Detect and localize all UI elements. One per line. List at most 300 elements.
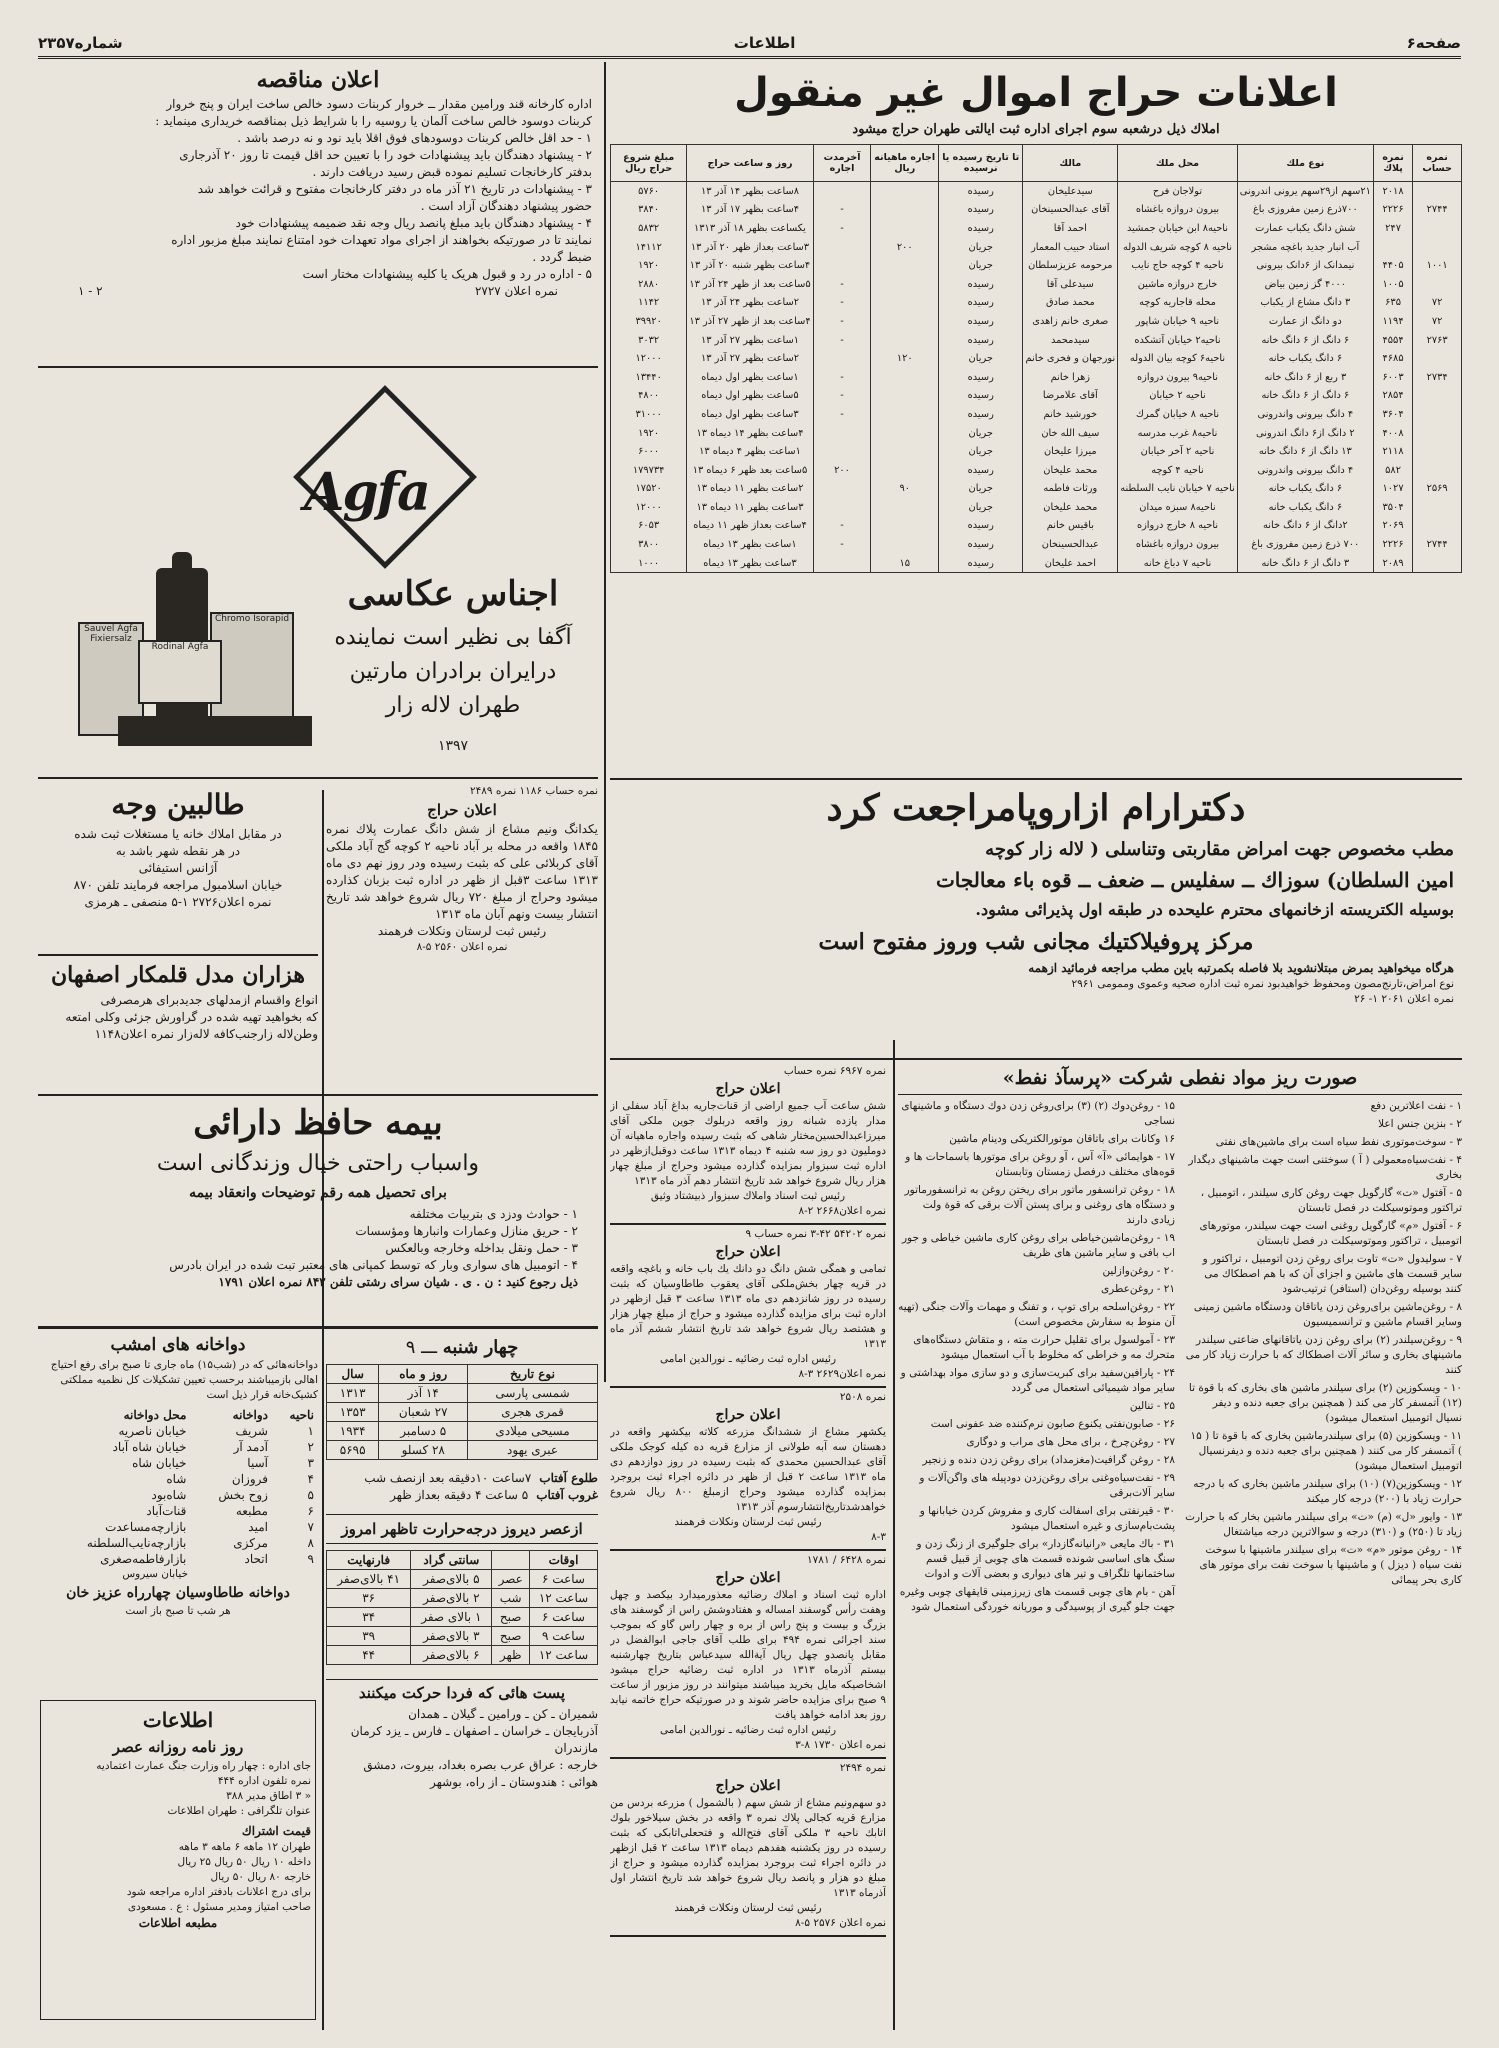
date-cell: ۵ دسامبر [379, 1422, 468, 1441]
auction-header-cell: محل ملك [1118, 145, 1238, 182]
auction-cell: ۲ساعت بظهر ۱۱ دیماه ۱۳ [687, 480, 813, 499]
auction-cell: ورثات فاطمه [1023, 480, 1118, 499]
pharmacy-header-cell: دواخانه [232, 1408, 268, 1422]
auction-cell: سیدعلی آقا [1023, 275, 1118, 294]
auction-cell: ۶ دانگ از ۶ دانگ خانه [1237, 331, 1373, 350]
auction-cell: ۴۶۸۵ [1373, 349, 1412, 368]
auction-cell [871, 182, 939, 201]
oil-item: ۲۱ - روغن‌عطری [1100, 1283, 1175, 1295]
auction-cell: ۲ساعت بظهر ۲۴ آذر ۱۳ [687, 294, 813, 313]
insurance-item: ۴ - اتومبیل های سواری وبار که توسط کمپانی های معتبر تبت شده در ایران بادرس [169, 1258, 578, 1272]
temperature-cell: ساعت ۶ [530, 1608, 598, 1627]
auction-cell: ۳ دانگ از ۶ دانگ خانه [1237, 554, 1373, 573]
pharmacy-row [38, 1439, 318, 1455]
post-line: هوائی : هندوستان ـ از راه، بوشهر [430, 1775, 598, 1789]
pharmacy-row [38, 1471, 318, 1487]
temperature-cell: عصر [492, 1570, 530, 1589]
date-cell: مسیحی میلادی [468, 1422, 598, 1441]
post-lines [326, 1706, 598, 1791]
notice-sign: رئیس ثبت لرستان ونکلات فرهمند [674, 1516, 822, 1528]
date-table [326, 1364, 598, 1460]
auction-cell: رسیده [939, 275, 1023, 294]
temperature-header-cell: اوقات [530, 1551, 598, 1570]
auction-cell: - [813, 331, 871, 350]
pharmacy-cell: ۷ [307, 1520, 314, 1534]
tender-line: ۲ - پیشنهاد دهندگان باید پیشنهادات خود را با تعیین حد اقل قیمت تا روز ۲۰ آذرجاری [179, 148, 592, 162]
notice-sign: رئیس اداره ثبت رضائیه ـ نورالدین امامی [659, 1724, 837, 1736]
auction-cell: ناحیه۶ کوچه بیان الدوله [1118, 349, 1238, 368]
notice-ref: نمره اعلان ۱۷۳۰ ۸-۳ [795, 1739, 886, 1751]
auction-cell: ۳۰۳۲ [611, 331, 687, 350]
insurance-subtitle: واسباب راحتی خیال وزندگانی است [156, 1151, 480, 1176]
auction-cell [1413, 349, 1462, 368]
auction-cell: - [813, 294, 871, 313]
temperature-cell: ساعت ۹ [530, 1627, 598, 1646]
agfa-headline: اجناس عکاسی [347, 574, 559, 614]
oil-item: ۲۳ - آمولسول برای تقلیل حرارت مته ، و متقاش دستگاه‌های متحرك مه و خراطی که مخلوط با آب استعمال میشود [913, 1334, 1175, 1361]
auction-title: اعلانات حراج اموال غیر منقول [734, 70, 1338, 116]
auction-cell [871, 424, 939, 443]
auction-cell: رسیده [939, 405, 1023, 424]
notice-number: نمره ۲۵۰۸ [839, 1391, 886, 1403]
auction-cell: ۲۱سهم از۲۹سهم یرونی اندرونی [1237, 182, 1373, 201]
notice-text: شش ساعت آب جمیع اراضی از قنات‌جاریه بداغ آباد سفلی از مدار یازده شبانه روز واقعه دربلوك جوین ملکی آقای میرزاعبدالحسین‌مختار شاهی که بثبت رسیده واجاره ماهیانه آن دوملیون دو روز سه شنبه ۴ دیماه ۱۳۱۳ ساعت دوقبل‌ازظهر در اداره ثبت سبزوار بمزایده گذارده میشود وحراج از مبلغ چهار هزار ریال شروع خواهد شد تاریخ انتشار دهم آذر ماه ۱۳۱۳ [610, 1100, 886, 1187]
oil-item: ۳ - سوخت‌موتوری نفط سیاه است برای ماشین‌های نفتی [1215, 1136, 1462, 1148]
ettelaat-subtitle: روز نامه روزانه عصر [112, 1738, 244, 1756]
date-header-cell: سال [327, 1365, 379, 1384]
auction-cell: ۴ساعت بعداز ظهر ۱۱ دیماه [687, 517, 813, 536]
temperature-cell: ۴۴ [327, 1646, 411, 1665]
mid-auction-title: اعلان حراج [427, 801, 497, 819]
auction-row [611, 201, 1462, 220]
talebin-ad [38, 784, 318, 956]
auction-row [611, 517, 1462, 536]
pharmacies-intro: دواخانه‌هائی که در (شب۱۵) ماه جاری تا صبح برای رفع احتیاج اهالی بازمیباشند برحسب تعیین تشکیلات کل نظمیه مملکتی کشیک‌خانه قرار ذیل است [50, 1359, 318, 1401]
tender-line: حضور پیشنهاد دهندگان آزاد است . [420, 199, 592, 213]
oil-item: ۱۷ - هوایمائی «آ» آس ، آو روغن برای موتورها باسماحات ها و قوه‌های مختلف درفصل زمستان وتابستان [905, 1151, 1175, 1178]
auction-cell: ۲۰۶۹ [1373, 517, 1412, 536]
column-divider [604, 62, 606, 1382]
auction-cell: جریان [939, 424, 1023, 443]
tender-title: اعلان مناقصه [256, 67, 380, 93]
doctor-ad [610, 778, 1462, 1060]
pharmacies-extra: خیابان سیروس [122, 1568, 188, 1580]
pharmacy-row [38, 1535, 318, 1551]
auction-cell: رسیده [939, 201, 1023, 220]
notice-title: اعلان حراج [715, 1244, 781, 1260]
masthead [38, 30, 1461, 59]
auction-row [611, 387, 1462, 406]
auction-cell [871, 312, 939, 331]
sunset-value: ۵ ساعت ۴ دقیقه بعداز ظهر [390, 1488, 529, 1502]
auction-row [611, 535, 1462, 554]
auction-cell: - [813, 219, 871, 238]
auction-cell: ۱ساعت بظهر اول دیماه [687, 368, 813, 387]
oil-item: ۱۵ - روغن‌دوك (۲) (۳) برای‌روغن زدن دوك دستگاه و ماشینهای نساجی [901, 1100, 1175, 1127]
oil-item: ۱۰ - ویسکوزین (۲) برای سیلندر ماشین های بخاری که با قوة تا (۱۲) آتمسفر کار می کند ( همچنین برای جعبه دنده و دیفر نسیال اتومبیل استعمال میشود) [1188, 1382, 1462, 1424]
tender-ref: نمره اعلان ۲۷۲۷ [474, 284, 558, 298]
auction-cell [871, 461, 939, 480]
auction-cell: ۱۵ [871, 554, 939, 573]
temperature-row [327, 1646, 598, 1665]
weekday: چهار شنبه [442, 1337, 519, 1358]
pharmacy-header-cell: محل دواخانه [123, 1408, 187, 1422]
auction-header-cell: اجاره ماهیانه ریال [871, 145, 939, 182]
date-row [327, 1441, 598, 1460]
temperature-row [327, 1627, 598, 1646]
agfa-line-4: طهران لاله زار [385, 693, 521, 718]
date-cell: ۱۳۱۳ [327, 1384, 379, 1403]
auction-row [611, 349, 1462, 368]
auction-cell: ۴ دانگ بیرونی واندرونی [1237, 405, 1373, 424]
tender-line: ۵ - اداره در رد و قبول هریک یا کلیه پیشنهادات مختار است [302, 267, 592, 281]
date-cell: ۱۴ آذر [379, 1384, 468, 1403]
auction-cell: ناحیه ۸ خارج دروازه [1118, 517, 1238, 536]
sunrise-value: ۷ساعت ۱۰دقیقه بعد ازنصف شب [364, 1471, 532, 1485]
auction-row [611, 238, 1462, 257]
auction-cell: ۴۰۰۰ گز زمین بیاض [1237, 275, 1373, 294]
auction-header-cell: تا تاریخ رسیده یا نرسیده [939, 145, 1023, 182]
auction-cell: رسیده [939, 387, 1023, 406]
temperature-cell: ۶ بالای‌صفر [411, 1646, 492, 1665]
temperature-cell: ۵ بالای‌صفر [411, 1570, 492, 1589]
pharmacy-cell: امید [248, 1520, 268, 1534]
pharmacy-cell: مرکزی [233, 1536, 268, 1550]
qalamkar-title: هزاران مدل قلمکار اصفهان [51, 962, 305, 988]
auction-row [611, 461, 1462, 480]
auction-cell: ۱۰۰۰ [611, 554, 687, 573]
doctor-line-1: مطب مخصوص جهت امراض مقاربتی وتناسلی ( لاله زار کوچه [985, 839, 1454, 860]
qalamkar-line: وطن‌لاله زار‌جنب‌کافه لاله‌زار نمره اعلان۱۱۴۸ [94, 1027, 318, 1041]
auction-header-cell: مبلغ شروع حراج ریال [611, 145, 687, 182]
tender-line: اداره کارخانه قند ورامین مقدار ــ خروار کربنات دسود خالص ساخت ایران و پنج خروار [166, 97, 592, 111]
auction-cell: ۱۴۱۱۲ [611, 238, 687, 257]
mid-auction-head: نمره حساب ۱۱۸۶ نمره ۲۴۸۹ [470, 785, 598, 797]
auction-cell: ۲۷۴۴ [1413, 535, 1462, 554]
auction-cell: ۱۰۲۷ [1373, 480, 1412, 499]
pharmacy-cell: اتحاد [244, 1552, 268, 1566]
auction-cell [1413, 498, 1462, 517]
temperature-cell: ظهر [492, 1646, 530, 1665]
auction-cell: ۱۷۹۷۳۴ [611, 461, 687, 480]
pharmacy-cell: ۶ [307, 1504, 314, 1518]
temperature-header-cell [492, 1551, 530, 1570]
tender-notice [38, 64, 598, 368]
auction-cell [871, 517, 939, 536]
auction-cell: سیدعلیخان [1023, 182, 1118, 201]
tender-line: بدفتر کارخانجات تسلیم نموده قبض رسید دریافت دارند . [312, 165, 592, 179]
paper-packet [118, 716, 312, 746]
column-divider [322, 790, 324, 2030]
auction-cell: ۳۸۴۰ [611, 201, 687, 220]
qalamkar-body [38, 992, 318, 1043]
auction-row [611, 294, 1462, 313]
doctor-line-3: بوسیله الکتریسته ازخانمهای محترم علیحده در طبقه اول پذیرائی مشود. [975, 900, 1454, 919]
notice-number: نمره ۶۹۶۷ نمره حساب [783, 1065, 886, 1077]
auction-cell: ۲ دانگ از۶ دانگ اندرونی [1237, 424, 1373, 443]
date-cell: ۱۹۳۴ [327, 1422, 379, 1441]
auction-cell: عبدالحسینخان [1023, 535, 1118, 554]
auction-cell: ۹۰ [871, 480, 939, 499]
auction-cell [871, 387, 939, 406]
oil-item: ۲۶ - صابون‌نفتی یکنوع صابون نرم‌کننده ضد عفونی است [930, 1418, 1175, 1430]
auction-cell: ۳۹۹۲۰ [611, 312, 687, 331]
ettelaat-printer: مطبعه اطلاعات [138, 1916, 218, 1930]
auction-cell: احمد آقا [1023, 219, 1118, 238]
talebin-line: خیابان اسلامبول مراجعه فرمایند تلفن ۸۷۰ [73, 878, 283, 892]
auction-cell: ناحیه ۸ خیابان گمرك [1118, 405, 1238, 424]
pharmacy-cell: مطبعه [235, 1504, 268, 1518]
notice-ref: نمره اعلان۲۶۶۸ ۲-۸ [798, 1205, 886, 1217]
oil-item: ۳۰ - قیرنفتی برای اسفالت کاری و مفروش کردن خیابانها و پشت‌بام‌سازی و غیره استعمال میشود [919, 1505, 1175, 1532]
notice-sign: رئیس اداره ثبت رضائیه ـ نورالدین امامی [659, 1353, 837, 1365]
pharmacy-cell: بازار‌فاطمه‌صغری [100, 1552, 187, 1566]
notice-number: نمره ۵۴۲۰۲ ۴۲-۳ نمره حساب ۹ [745, 1228, 886, 1240]
pharmacy-cell: شاه [166, 1472, 187, 1486]
auction-cell: - [813, 368, 871, 387]
pharmacy-row [38, 1455, 318, 1471]
auction-cell: ناحیه ۴ کوچه [1118, 461, 1238, 480]
oil-products [898, 1062, 1462, 2032]
auction-cell [871, 498, 939, 517]
ettelaat-ad-note: برای درج اعلانات بادفتر اداره مراجعه شود [126, 1886, 311, 1898]
auction-cell: استاد حبیب المعمار [1023, 238, 1118, 257]
ettelaat-title: اطلاعات [142, 1708, 214, 1732]
auction-cell [813, 238, 871, 257]
auction-cell: ۵۸۳۲ [611, 219, 687, 238]
notice-text: دو سهم‌ونیم مشاع از شش سهم ( بالشمول ) مزرعه بردس من مزارع قریه کجالی پلاك نمره ۳ واقعه در بخش سیلاخور بلوك اتابك ناحیه ۳ ملکی آقای فتح‌الله و فتحعلی‌اتابکی که بثبت رسیده در روز یکشنبه هفدهم دیماه ۱۳۱۳ ساعت ۲ قبل ازظهر در دائره اجراء ثبت بروجرد بمزایده گذارده میشود و حراج از مبلغ دو هزار و پانصد ریال شروع خواهد شد تاریخ انتشار اول آذرماه ۱۳۱۳ [610, 1797, 886, 1899]
insurance-items [38, 1206, 598, 1274]
calendar-box [326, 1332, 598, 2032]
auction-cell [1413, 405, 1462, 424]
ettelaat-info [45, 1759, 311, 1819]
auction-cell: ۱ساعت بظهر ۴ دیماه ۱۳ [687, 442, 813, 461]
insurance-ad [38, 1098, 598, 1322]
auction-cell: ۴۴۰۵ [1373, 256, 1412, 275]
auction-cell [1413, 517, 1462, 536]
auction-cell: رسیده [939, 554, 1023, 573]
insurance-item: ۲ - حریق منازل وعمارات وانبارها ومؤسسات [355, 1224, 578, 1238]
auction-cell: ۳ساعت بظهر اول دیماه [687, 405, 813, 424]
auction-cell: ۲۲۲۶ [1373, 201, 1412, 220]
mid-auction-notice [326, 784, 598, 1094]
insurance-item: ۳ - حمل ونقل بداخله وخارجه وبالعکس [385, 1241, 578, 1255]
auction-cell: - [813, 201, 871, 220]
pharmacy-cell: خیابان شاه [132, 1456, 187, 1470]
oil-item: ۲۸ - روغن گرافیت(مغزمداد) برای روغن زدن دنده و زنجیر [922, 1454, 1175, 1466]
oil-item: ۱۸ - روغن ترانسفور ماتور برای ریختن روغن به ترانسفورماتور و دستگاه های روغنی و برای پستن آلات برقی که قوة ولت زیادی دارند [904, 1184, 1175, 1226]
talebin-line: در هر نقطه شهر باشد به [115, 844, 241, 858]
date-cell: ۵۶۹۵ [327, 1441, 379, 1460]
auction-notice [610, 1759, 886, 1937]
tender-ref-code: ۲ - ۱ [78, 284, 103, 298]
pharmacy-row [38, 1423, 318, 1439]
pharmacy-row [38, 1487, 318, 1503]
oil-item: ۲۴ - پارافین‌سفید برای کبریت‌سازی و دو سازی مواد بهداشتی و سایر مواد شیمیائی استعمال می گردد [900, 1367, 1175, 1394]
pharmacy-cell: ۸ [307, 1536, 314, 1550]
auction-cell: رسیده [939, 294, 1023, 313]
auction-notice [610, 1062, 886, 1225]
auction-notice [610, 1388, 886, 1551]
auction-cell: زهرا خانم [1023, 368, 1118, 387]
chromo-box: Chromo Isorapid [210, 612, 294, 726]
auction-cell [813, 349, 871, 368]
auction-notice [610, 1551, 886, 1759]
tender-line: ضبط گردد . [532, 250, 592, 264]
date-cell: عبری یهود [468, 1441, 598, 1460]
sunset-label: غروب آفتاب [536, 1488, 598, 1502]
talebin-line: در مقابل املاك خانه یا مستغلات ثبت شده [74, 827, 282, 841]
auction-cell: ناحیه ۷ خیابان نایب السلطنه [1118, 480, 1238, 499]
notice-title: اعلان حراج [715, 1407, 781, 1423]
auction-cell: - [813, 275, 871, 294]
auction-cell: ۲۰۰ [871, 238, 939, 257]
talebin-line: نمره اعلان۲۷۲۶ ۱-۵ منصفی ـ هرمزی [84, 895, 272, 909]
ettelaat-line: جای اداره : چهار راه وزارت جنگ عمارت اعتمادیه [96, 1760, 311, 1772]
auction-cell: محمد علیخان [1023, 461, 1118, 480]
doctor-line-4: مرکز پروفیلاکتیك مجانی شب وروز مفتوح است [818, 929, 1254, 955]
auction-subtitle: املاك ذیل درشعبه سوم اجرای اداره ثبت ایالتی طهران حراج میشود [852, 122, 1220, 137]
auction-cell: ۵۷۶۰ [611, 182, 687, 201]
pharmacy-cell: بازار‌چه‌نایب‌السلطنه [86, 1536, 187, 1550]
auction-cell: محمد صادق [1023, 294, 1118, 313]
oil-item: آهن - بام های چوبی قسمت های زیرزمینی قایقهای چوبی وغیره جهت جلو گیری از پوسیدگی و موریانه خوردگی استعمال شود [899, 1586, 1175, 1613]
auction-cell: ۱ساعت بظهر ۲۷ آذر ۱۳ [687, 331, 813, 350]
auction-cell [871, 275, 939, 294]
talebin-body [38, 826, 318, 911]
auction-cell [1413, 554, 1462, 573]
auction-cell: احمد علیخان [1023, 554, 1118, 573]
auction-cell [871, 219, 939, 238]
date-cell: شمسی پارسی [468, 1384, 598, 1403]
auction-cell [813, 480, 871, 499]
pharmacy-cell: بازار‌چه‌مساعدت [105, 1520, 187, 1534]
pharmacies-footer-title: دواخانه طاطاوسیان چهارراه عزیز خان [66, 1585, 290, 1601]
auction-cell: محمد علیخان [1023, 498, 1118, 517]
pharmacies-title: دواخانه های امشب [110, 1335, 246, 1355]
pharmacy-cell: آدمد آر [233, 1440, 268, 1454]
auction-cell: رسیده [939, 312, 1023, 331]
auction-cell: جریان [939, 442, 1023, 461]
auction-cell [871, 368, 939, 387]
oil-item: ۱۳ - وایور «ل» (م) «ت» برای سیلندر ماشین بخار که با حرارت زیاد تا (۲۵۰) و (۳۱۰) درجه و سوالا‌ترین درجه میاشتغال [1185, 1511, 1462, 1538]
auction-cell [1413, 275, 1462, 294]
oil-item: ۷ - سولیدول «ت» تاوت برای روغن زدن اتومبیل ، تراکتور و سایر قسمت های ماشین و اجزای آن که با هم اصطکاك می کنند بوسیله روغن‌دان (استافر) ترتیب‌شود [1202, 1253, 1462, 1295]
auction-cell: نورجهان و فخری خانم [1023, 349, 1118, 368]
auction-header-cell: نمره حساب [1413, 145, 1462, 182]
auction-cell: ۱۷۵۲۰ [611, 480, 687, 499]
temperature-cell: شب [492, 1589, 530, 1608]
auction-row [611, 331, 1462, 350]
paper-name: اطلاعات [733, 34, 796, 52]
auction-cell [813, 554, 871, 573]
auction-cell: ۱۰۰۵ [1373, 275, 1412, 294]
auction-cell: رسیده [939, 461, 1023, 480]
temperature-header-cell: سانتی گراد [411, 1551, 492, 1570]
rodinal-label: Rodinal Agfa [138, 640, 222, 704]
pharmacy-cell: ۴ [307, 1472, 314, 1486]
tender-line: ۴ - پیشنهاد دهندگان باید مبلغ پانصد ریال وجه نقد ضمیمه پیشنهادات خود [235, 216, 592, 230]
auction-cell: ۲۷۴۴ [1413, 201, 1462, 220]
auction-cell: ۲۸۸۰ [611, 275, 687, 294]
auction-cell: ۱۲۰۰۰ [611, 498, 687, 517]
oil-item: ۵ - آفتول «ت» گارگویل جهت روغن کاری سیلندر ، اتومبیل ، تراکتور وموتوسیکلت در فصل تابستان [1200, 1187, 1462, 1214]
temperature-title: ازعصر دیروز درجه‌حرارت تاظهر امروز [326, 1514, 598, 1544]
pharmacy-row [38, 1519, 318, 1535]
auction-row [611, 368, 1462, 387]
auction-header-cell: نمره پلاك [1373, 145, 1412, 182]
auction-cell [871, 405, 939, 424]
auction-cell [1413, 461, 1462, 480]
post-line: خارجه : عراق عرب بصره بغداد، بیروت، دمشق [363, 1758, 598, 1772]
auction-header-cell: روز و ساعت حراج [687, 145, 813, 182]
doctor-line-5: هرگاه میخواهید بمرض مبتلانشوید بلا فاصله بکمرتبه باین مطب مراجعه فرمائید ازهمه [1028, 961, 1454, 975]
auction-cell: ۲۴۷ [1373, 219, 1412, 238]
auction-cell [871, 535, 939, 554]
auction-cell: ۵۸۲ [1373, 461, 1412, 480]
mid-auction-text: یکدانگ ونیم مشاع از شش دانگ عمارت پلاك نمره ۱۸۴۵ واقعه در محله بر آباد ناحیه ۲ کوچه گج آباد ملکی آقای کربلائی علی که بثبت رسیده ودر روز نهم دی ماه ۱۳۱۳ ساعت ۳قبل از ظهر در اداره ثبت بزبان کذارده میشود وحراج از مبلغ ۷۲۰ ریال شروع خواهد شد تاریخ انتشار بیست ونهم آبان ماه ۱۳۱۳ [326, 822, 598, 921]
subscription-price-line: خارجه ۸۰ ریال ۵۰ ریال [210, 1871, 311, 1883]
auction-cell: ۲۸۵۴ [1373, 387, 1412, 406]
agfa-logo: Agfa [304, 462, 429, 523]
subscription-price-line: داخله ۱۰ ریال ۵۰ ریال ۲۵ ریال [177, 1856, 311, 1868]
auction-cell: ناحیه ۸ کوچه شریف الدوله [1118, 238, 1238, 257]
auction-row [611, 442, 1462, 461]
auction-row [611, 182, 1462, 201]
temperature-cell: ۳۴ [327, 1608, 411, 1627]
date-cell: ۲۷ شعبان [379, 1403, 468, 1422]
pharmacies-box [38, 1332, 318, 1692]
auction-cell: ناحیه ۷ دباغ خانه [1118, 554, 1238, 573]
auction-cell: ۲ساعت بظهر ۲۷ آذر ۱۳ [687, 349, 813, 368]
auction-header-cell: آخرمدت اجاره [813, 145, 871, 182]
temperature-cell: ۳۶ [327, 1589, 411, 1608]
auction-row [611, 480, 1462, 499]
auction-cell [813, 498, 871, 517]
auction-cell: ناحیه۸ غرب مدرسه [1118, 424, 1238, 443]
auction-cell: ۲دانگ از ۶ دانگ خانه [1237, 517, 1373, 536]
insurance-footer: ذیل رجوع کنید : ن . ی . شیان سرای رشتی تلفن ۸۴۲ نمره اعلان ۱۷۹۱ [218, 1275, 578, 1289]
auction-cell: ۱۱۴۲ [611, 294, 687, 313]
post-line: مازندران [554, 1741, 598, 1755]
auction-cell [871, 201, 939, 220]
temperature-row [327, 1608, 598, 1627]
auction-cell [813, 182, 871, 201]
auction-cell: ۶ دانگ یکباب خانه [1237, 498, 1373, 517]
auction-cell: ۵ساعت بعد از ظهر ۲۴ آذر ۱۳ [687, 275, 813, 294]
auction-row [611, 405, 1462, 424]
auction-cell: ۳ساعت بظهر ۱۳ دیماه [687, 554, 813, 573]
auction-row [611, 498, 1462, 517]
divider [38, 1094, 598, 1096]
tender-line: ۳ - پیشنهادات در تاریخ ۲۱ آذر ماه در دفتر کارخانجات مفتوح و قرائت خواهد شد [197, 182, 592, 196]
oil-item: ۸ - روغن‌ماشین برای‌روغن زدن یاتاقان ودستگاه ماشین زمینی وسایر اقسام ماشین و ترانسمیسیون [1193, 1301, 1462, 1328]
oil-item: ۶ - آفتول «م» گارگویل روغنی است جهت سیلندر، موتورهای اتومبیل ، تراکتور وموتوسیکلت در فصل تابستان [1199, 1220, 1462, 1247]
oil-item: ۱۲ - ویسکوزین(۷) (۱۰) برای سیلندر ماشین بخاری که با درجه حرارت زیاد با (۲۰۰) درجه کار میکند [1193, 1478, 1462, 1505]
agfa-ad [38, 372, 598, 779]
notice-text: یکشهر مشاع از ششدانگ مزرعه کلاته بیکشهر واقعه در دهستان سه آبه طولانی از مزارع قریه ده کیله کوجک ملکی آقای عبدالحسین محمدی که بثبت رسیده در روز دوازدهم دی ماه ۱۳۱۳ ساعت ۲ قبل از ظهر در دائره اجراء ثبت بروجرد بمزایده گذارده میشود وحراج ازمبلغ ۸۰۰ ریال شروع خواهدشدتاریخ‌انتشارسوم آذر ۱۳۱۳ [610, 1426, 886, 1513]
temperature-cell: ساعت ۱۲ [530, 1589, 598, 1608]
pharmacy-cell: شاه‌بود [151, 1488, 187, 1502]
auction-cell: رسیده [939, 331, 1023, 350]
auction-cell [1373, 238, 1412, 257]
oil-item: ۱۴ - روغن موتور «م» «ت» برای سیلندر ماشینها با سوخت نفت سیاه ( دیزل ) و ماشینها با سوخت نفت برای موتور های کاری بحر پیمائی [1199, 1544, 1462, 1586]
auction-header-cell: مالك [1023, 145, 1118, 182]
oil-item: ۴ - نفت‌سیاه‌معمولی ( آ ) سوختنی است جهت ماشینهای دیگدار بخاری [1188, 1154, 1462, 1181]
temperature-cell: ۲ بالای‌صفر [411, 1589, 492, 1608]
agfa-number: ۱۳۹۷ [437, 738, 469, 754]
auction-cell: خورشید خانم [1023, 405, 1118, 424]
